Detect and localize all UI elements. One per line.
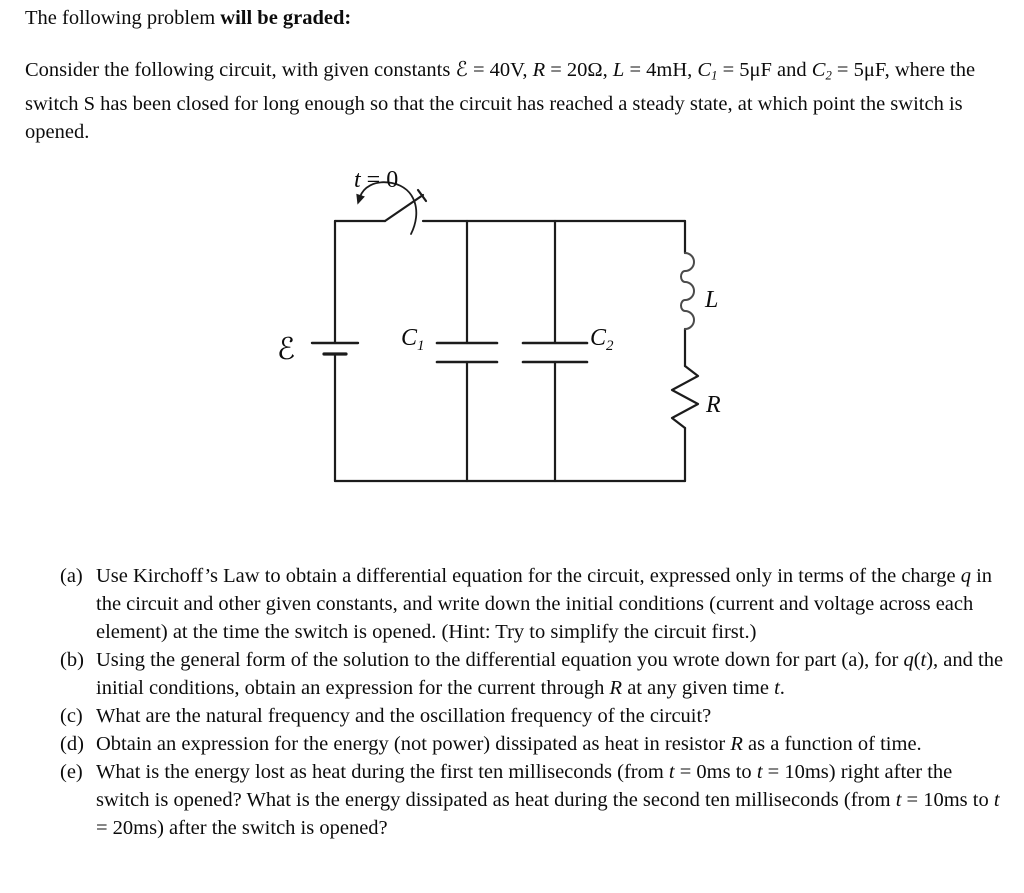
circuit-diagram — [260, 150, 760, 540]
inductor-label: L — [705, 287, 719, 313]
battery-symbol — [312, 343, 358, 354]
problem-statement: Consider the following circuit, with given constants ℰ = 40V, R = 20Ω, L = 4mH, C1 = 5μF and C2 = 5μF, where the switch S has been closed for long enough so that the circuit has reached a steady state, at which point the switch is opened. — [25, 57, 976, 143]
question-text: Obtain an expression for the energy (not power) dissipated as heat in resistor R as a function of time. — [96, 733, 922, 755]
capacitor-2-label: $C_2$ — [590, 325, 614, 354]
heading-bold-text: will be graded: — [220, 7, 352, 29]
switch-time-label: t = 0 — [354, 167, 399, 193]
question-item-d — [60, 730, 1008, 758]
question-item-c — [60, 702, 1008, 730]
switch-contact-tick — [418, 190, 426, 201]
question-item-a — [60, 562, 1008, 646]
capacitor-1-label: $C_1$ — [401, 325, 425, 354]
page-title — [25, 5, 351, 31]
question-label: (d) — [60, 733, 84, 755]
resistor-label: R — [706, 392, 721, 418]
circuit-wires — [335, 221, 685, 481]
question-text: What are the natural frequency and the oscillation frequency of the circuit? — [96, 705, 712, 727]
capacitor-2-symbol — [523, 343, 587, 362]
question-text: Using the general form of the solution to the differential equation you wrote down for part (a), for q(t), and the initial conditions, obtain an expression for the current through R at any given time t. — [96, 649, 1004, 699]
inductor-symbol — [681, 253, 694, 329]
question-list — [60, 562, 1008, 842]
circuit-figure — [260, 150, 760, 540]
capacitor-1-symbol — [437, 343, 497, 362]
emf-label: ℰ — [277, 332, 296, 367]
question-text: What is the energy lost as heat during the first ten milliseconds (from t = 0ms to t = 10ms) right after the switch is opened? What is the energy dissipated as heat during the second ten milliseconds (from t = 10ms to t = 20ms) after the switch is opened? — [96, 761, 1000, 839]
question-label: (c) — [60, 705, 83, 727]
question-item-e — [60, 758, 1008, 842]
question-label: (a) — [60, 565, 83, 587]
question-item-b — [60, 646, 1008, 702]
resistor-symbol — [672, 366, 698, 428]
heading-prefix: The following problem — [25, 7, 221, 29]
question-text: Use Kirchoff’s Law to obtain a differential equation for the circuit, expressed only in terms of the charge q in the circuit and other given constants, and write down the initial conditions (current and voltage across each element) at the time the switch is opened. (Hint: Try to simplify the circuit first.) — [96, 565, 993, 643]
switch-blade — [385, 195, 423, 221]
question-label: (e) — [60, 761, 83, 783]
question-label: (b) — [60, 649, 84, 671]
arrowhead-icon — [356, 194, 365, 205]
